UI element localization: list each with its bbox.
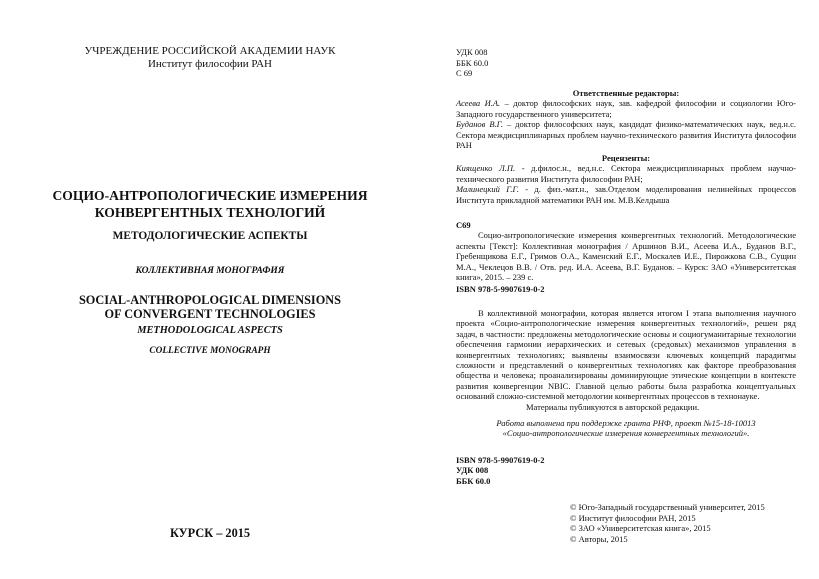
editor-entry xyxy=(456,119,796,150)
book-subtitle-en: METHODOLOGICAL ASPECTS xyxy=(137,325,283,336)
udk-code: УДК 008 xyxy=(456,47,488,57)
book-title-ru xyxy=(20,187,400,221)
book-title-ru-line: СОЦИО-АНТРОПОЛОГИЧЕСКИЕ ИЗМЕРЕНИЯ xyxy=(52,188,368,203)
edition-note: Материалы публикуются в авторской редакции. xyxy=(526,401,700,412)
city-year: КУРСК – 2015 xyxy=(169,526,251,540)
isbn-top: ISBN 978-5-9907619-0-2 xyxy=(456,284,545,294)
grant-note-line: «Социо-антропологические измерения конвергентных технологий». xyxy=(502,428,750,439)
book-genre-ru: КОЛЛЕКТИВНАЯ МОНОГРАФИЯ xyxy=(135,266,285,276)
catalog-entry: Социо-антропологические измерения конвергентных технологий. Методологические аспекты [Текст]: Коллективная монография / Аршинов В.И., Асеева И.А., Буданов В.Г., Гребенщикова Е.Г., Гримов О.А., Каменский Е.Г., Москалев И.Е., Пирожкова С.В., Сущин М.А., Чеклецов В.В. / Отв. ред. И.А. Асеева, В.Г. Буданов. – Курск: ЗАО «Университетская книга», 2015. – 239 с. xyxy=(456,230,796,283)
udk-bottom: УДК 008 xyxy=(456,465,489,476)
copyright-line: © Юго-Западный государственный университет, 2015 xyxy=(570,502,765,512)
book-subtitle-ru: МЕТОДОЛОГИЧЕСКИЕ АСПЕКТЫ xyxy=(112,230,308,242)
catalog-code: С69 xyxy=(456,220,471,230)
bbk-code: ББК 60.0 xyxy=(456,57,489,68)
copyright-line: © Авторы, 2015 xyxy=(570,533,628,544)
editor-desc: – доктор философских наук, зав. кафедрой философии и социологии Юго-Западного государственного университета; xyxy=(456,98,796,119)
reviewer-name: Малинецкий Г.Г. xyxy=(456,184,519,195)
bbk-bottom: ББК 60.0 xyxy=(456,475,491,486)
reviewer-desc: - д. физ.-мат.н., зав.Отделом моделирования нелинейных процессов Института прикладной математики РАН им. М.В.Келдыша xyxy=(456,184,796,205)
editor-name: Буданов В.Г. xyxy=(456,119,503,130)
institute-name: Институт философии РАН xyxy=(147,58,273,70)
book-title-en-line: SOCIAL-ANTHROPOLOGICAL DIMENSIONS xyxy=(78,293,342,307)
imprint-page xyxy=(420,0,819,579)
catalog-block xyxy=(456,220,796,282)
editors-heading: Ответственные редакторы: xyxy=(572,88,680,98)
academy-name: УЧРЕЖДЕНИЕ РОССИЙСКОЙ АКАДЕМИИ НАУК xyxy=(84,45,336,57)
reviewer-entry xyxy=(456,163,796,184)
editor-entry xyxy=(456,98,796,119)
editors-block xyxy=(456,88,796,150)
book-title-en xyxy=(20,293,400,321)
copyright-line: © ЗАО «Университетская книга», 2015 xyxy=(570,523,711,534)
classification-codes xyxy=(456,47,488,79)
reviewers-heading: Рецензенты: xyxy=(601,153,651,163)
isbn-bottom: ISBN 978-5-9907619-0-2 xyxy=(456,455,545,465)
book-genre-en: COLLECTIVE MONOGRAPH xyxy=(149,346,271,356)
academy-block xyxy=(40,45,380,71)
reviewer-entry xyxy=(456,184,796,205)
bottom-codes xyxy=(456,455,796,486)
editor-desc: – доктор философских наук, кандидат физико-математических наук, вед.н.с. Сектора междисциплинарных проблем научно-технического развития Института философии РАН xyxy=(456,119,796,151)
book-title-en-line: OF CONVERGENT TECHNOLOGIES xyxy=(104,307,316,321)
editor-name: Асеева И.А. xyxy=(456,98,501,109)
book-title-ru-line: КОНВЕРГЕНТНЫХ ТЕХНОЛОГИЙ xyxy=(94,205,326,220)
reviewer-desc: - д.филос.н., вед.н.с. Сектора междисциплинарных проблем научно-технического развития Института философии РАН; xyxy=(456,163,796,184)
abstract-block xyxy=(456,308,796,412)
grant-note-line: Работа выполнена при поддержке гранта РНФ, проект №15-18-10013 xyxy=(496,418,756,428)
author-mark: С 69 xyxy=(456,68,473,78)
copyright-block xyxy=(570,502,765,544)
reviewers-block xyxy=(456,153,796,205)
abstract-text: В коллективной монографии, которая является итогом I этапа выполнения научного проекта «Социо-антропологические измерения конвергентных технологий», решен ряд задач, в частности: предложены методологические основы и социогуманитарные технологии обеспечения гармонии иерархических и сетевых (средовых) механизмов управления в конвергентных технологиях; выявлены взаимосвязи ключевых концепций парадигмы сложности и представлений о конвергентных технологиях как факторе преобразования общества и человека; проанализированы доминирующие этические концепции в контексте развития конвергенции NBIC. Главной целью работы была разработка концептуальных оснований сложно-системной методологии конвергентных процессов в технонауке. xyxy=(456,308,796,402)
grant-note xyxy=(456,418,796,439)
reviewer-name: Киященко Л.П. xyxy=(456,163,516,174)
copyright-line: © Институт философии РАН, 2015 xyxy=(570,512,696,523)
